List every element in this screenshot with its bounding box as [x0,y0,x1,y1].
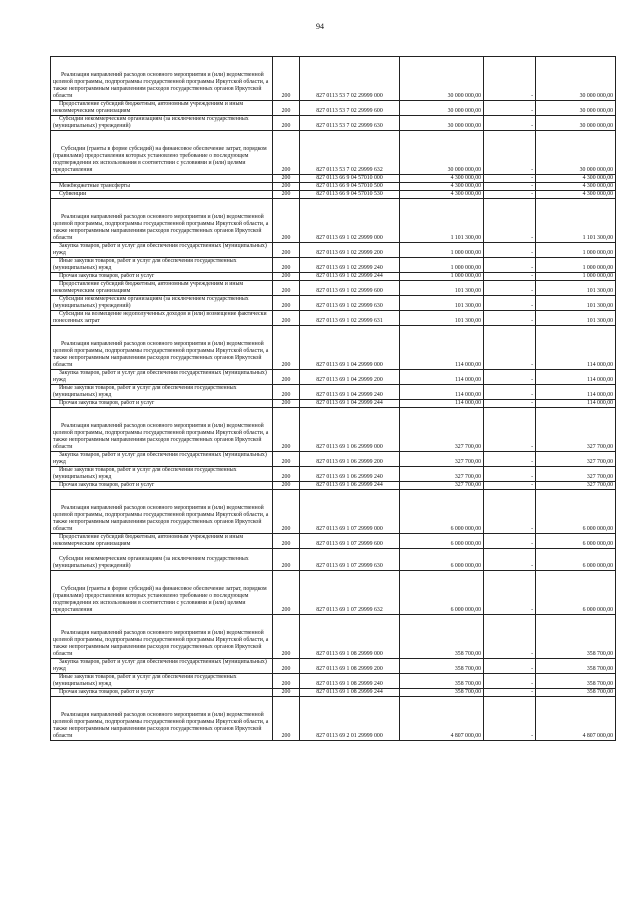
row-name: Закупка товаров, работ и услуг для обеспечения государственных (муниципальных) нужд [51,659,273,674]
row-budget-classification: 827 0113 69 1 07 29999 600 [300,534,400,549]
row-name: Предоставление субсидий бюджетным, автономным учреждениям и иным некоммерческим организациям [51,281,273,296]
row-unexecuted-amount: 6 000 000,00 [536,490,616,534]
table-row [51,273,616,281]
row-name: Прочая закупка товаров, работ и услуг [51,482,273,490]
row-line-code: 200 [273,199,300,243]
budget-table-body [51,57,616,741]
row-approved-amount: 358 700,00 [400,674,484,689]
row-unexecuted-amount: 1 000 000,00 [536,273,616,281]
row-executed-amount: - [484,273,536,281]
row-approved-amount: 358 700,00 [400,615,484,659]
row-name: Субсидии на возмещение недополученных доходов и (или) возмещение фактически понесенных затрат [51,311,273,326]
row-approved-amount: 6 000 000,00 [400,571,484,615]
row-executed-amount: - [484,243,536,258]
row-approved-amount: 6 000 000,00 [400,534,484,549]
row-budget-classification: 827 0113 69 1 07 29999 000 [300,490,400,534]
row-approved-amount: 4 300 000,00 [400,191,484,199]
row-executed-amount: - [484,400,536,408]
row-line-code: 200 [273,674,300,689]
row-approved-amount: 30 000 000,00 [400,116,484,131]
row-unexecuted-amount: 30 000 000,00 [536,57,616,101]
row-name: Реализация направлений расходов основного мероприятия и (или) ведомственной целевой программы, подпрограммы государственной программы Иркутской области, а также непрограммным направлениям расходов государственных органов Иркутской области [51,57,273,101]
row-line-code: 200 [273,131,300,175]
row-unexecuted-amount: 101 300,00 [536,281,616,296]
row-executed-amount: - [484,549,536,571]
row-executed-amount: - [484,689,536,697]
page-number: 94 [316,22,324,31]
row-line-code: 200 [273,258,300,273]
row-line-code: 200 [273,482,300,490]
table-row [51,281,616,296]
row-budget-classification: 827 0113 69 1 08 29999 200 [300,659,400,674]
row-name: Реализация направлений расходов основного мероприятия и (или) ведомственной целевой программы, подпрограммы государственной программы Иркутской области, а также непрограммным направлениям расходов государственных органов Иркутской области [51,490,273,534]
row-budget-classification: 827 0113 69 1 04 29999 240 [300,385,400,400]
table-row [51,326,616,370]
table-row [51,408,616,452]
row-line-code: 200 [273,370,300,385]
row-name: Прочая закупка товаров, работ и услуг [51,400,273,408]
row-name [51,175,273,183]
row-unexecuted-amount: 327 700,00 [536,452,616,467]
row-line-code: 200 [273,571,300,615]
row-executed-amount: - [484,183,536,191]
table-row [51,101,616,116]
row-executed-amount: - [484,659,536,674]
row-name: Закупка товаров, работ и услуг для обеспечения государственных (муниципальных) нужд [51,243,273,258]
row-executed-amount: - [484,131,536,175]
row-budget-classification: 827 0113 53 7 02 29999 632 [300,131,400,175]
row-approved-amount: 101 300,00 [400,311,484,326]
row-approved-amount: 6 000 000,00 [400,549,484,571]
row-unexecuted-amount: 4 300 000,00 [536,191,616,199]
row-unexecuted-amount: 327 700,00 [536,482,616,490]
budget-table [50,56,616,741]
row-unexecuted-amount: 358 700,00 [536,659,616,674]
row-approved-amount: 114 000,00 [400,326,484,370]
row-executed-amount: - [484,258,536,273]
row-name: Иные закупки товаров, работ и услуг для обеспечения государственных (муниципальных) нужд [51,385,273,400]
row-executed-amount: - [484,571,536,615]
row-name: Закупка товаров, работ и услуг для обеспечения государственных (муниципальных) нужд [51,370,273,385]
row-budget-classification: 827 0113 69 1 06 29999 000 [300,408,400,452]
table-row [51,243,616,258]
row-name: Субвенции [51,191,273,199]
row-budget-classification: 827 0113 53 7 02 29999 630 [300,116,400,131]
row-line-code: 200 [273,534,300,549]
row-unexecuted-amount: 30 000 000,00 [536,116,616,131]
table-row [51,199,616,243]
row-executed-amount: - [484,467,536,482]
row-line-code: 200 [273,116,300,131]
row-unexecuted-amount: 358 700,00 [536,689,616,697]
row-line-code: 200 [273,400,300,408]
row-budget-classification: 827 0113 69 1 07 29999 630 [300,549,400,571]
row-line-code: 200 [273,191,300,199]
row-executed-amount: - [484,175,536,183]
row-name: Субсидии некоммерческим организациям (за исключением государственных (муниципальных) учреждений) [51,116,273,131]
row-approved-amount: 358 700,00 [400,689,484,697]
row-executed-amount: - [484,191,536,199]
table-row [51,452,616,467]
row-approved-amount: 327 700,00 [400,467,484,482]
row-budget-classification: 827 0113 66 9 04 57010 000 [300,175,400,183]
row-line-code: 200 [273,490,300,534]
row-line-code: 200 [273,101,300,116]
row-name: Предоставление субсидий бюджетным, автономным учреждениям и иным некоммерческим организациям [51,101,273,116]
row-unexecuted-amount: 114 000,00 [536,326,616,370]
row-executed-amount: - [484,452,536,467]
row-approved-amount: 4 807 000,00 [400,697,484,741]
row-approved-amount: 358 700,00 [400,659,484,674]
row-unexecuted-amount: 358 700,00 [536,674,616,689]
row-budget-classification: 827 0113 69 1 08 29999 244 [300,689,400,697]
table-row [51,490,616,534]
row-line-code: 200 [273,326,300,370]
row-line-code: 200 [273,452,300,467]
row-line-code: 200 [273,183,300,191]
row-line-code: 200 [273,615,300,659]
row-budget-classification: 827 0113 69 1 02 29999 240 [300,258,400,273]
table-row [51,659,616,674]
row-unexecuted-amount: 101 300,00 [536,311,616,326]
row-unexecuted-amount: 6 000 000,00 [536,571,616,615]
row-unexecuted-amount: 101 300,00 [536,296,616,311]
row-approved-amount: 30 000 000,00 [400,131,484,175]
row-budget-classification: 827 0113 53 7 02 29999 600 [300,101,400,116]
row-executed-amount: - [484,408,536,452]
row-executed-amount: - [484,326,536,370]
row-name: Реализация направлений расходов основного мероприятия и (или) ведомственной целевой программы, подпрограммы государственной программы Иркутской области, а также непрограммным направлениям расходов государственных органов Иркутской области [51,408,273,452]
row-unexecuted-amount: 30 000 000,00 [536,101,616,116]
row-line-code: 200 [273,281,300,296]
row-unexecuted-amount: 30 000 000,00 [536,131,616,175]
row-executed-amount: - [484,385,536,400]
table-row [51,175,616,183]
row-budget-classification: 827 0113 69 1 06 29999 244 [300,482,400,490]
table-row [51,370,616,385]
row-unexecuted-amount: 1 000 000,00 [536,243,616,258]
row-name: Закупка товаров, работ и услуг для обеспечения государственных (муниципальных) нужд [51,452,273,467]
row-name: Реализация направлений расходов основного мероприятия и (или) ведомственной целевой программы, подпрограммы государственной программы Иркутской области, а также непрограммным направлениям расходов государственных органов Иркутской области [51,199,273,243]
row-executed-amount: - [484,482,536,490]
row-executed-amount: - [484,296,536,311]
row-approved-amount: 1 101 300,00 [400,199,484,243]
table-row [51,116,616,131]
table-row [51,258,616,273]
row-executed-amount: - [484,57,536,101]
row-line-code: 200 [273,697,300,741]
row-budget-classification: 827 0113 69 1 02 29999 244 [300,273,400,281]
row-approved-amount: 6 000 000,00 [400,490,484,534]
row-executed-amount: - [484,534,536,549]
row-executed-amount: - [484,281,536,296]
row-budget-classification: 827 0113 69 1 02 29999 200 [300,243,400,258]
row-budget-classification: 827 0113 69 1 02 29999 600 [300,281,400,296]
table-row [51,674,616,689]
table-row [51,482,616,490]
table-row [51,296,616,311]
row-approved-amount: 114 000,00 [400,400,484,408]
row-budget-classification: 827 0113 69 1 07 29999 632 [300,571,400,615]
row-budget-classification: 827 0113 69 1 06 29999 240 [300,467,400,482]
row-unexecuted-amount: 114 000,00 [536,385,616,400]
row-budget-classification: 827 0113 69 1 04 29999 244 [300,400,400,408]
row-budget-classification: 827 0113 69 1 02 29999 631 [300,311,400,326]
row-name: Субсидии некоммерческим организациям (за исключением государственных (муниципальных) учреждений) [51,549,273,571]
row-unexecuted-amount: 6 000 000,00 [536,534,616,549]
row-unexecuted-amount: 114 000,00 [536,370,616,385]
row-line-code: 200 [273,689,300,697]
row-line-code: 200 [273,408,300,452]
row-unexecuted-amount: 4 807 000,00 [536,697,616,741]
table-row [51,311,616,326]
row-name: Иные закупки товаров, работ и услуг для обеспечения государственных (муниципальных) нужд [51,674,273,689]
table-row [51,615,616,659]
table-row [51,534,616,549]
row-line-code: 200 [273,659,300,674]
row-line-code: 200 [273,57,300,101]
row-line-code: 200 [273,467,300,482]
row-unexecuted-amount: 4 300 000,00 [536,175,616,183]
table-row [51,467,616,482]
row-executed-amount: - [484,674,536,689]
row-executed-amount: - [484,697,536,741]
row-approved-amount: 1 000 000,00 [400,243,484,258]
row-approved-amount: 30 000 000,00 [400,57,484,101]
table-row [51,571,616,615]
row-unexecuted-amount: 327 700,00 [536,467,616,482]
row-line-code: 200 [273,385,300,400]
row-budget-classification: 827 0113 69 2 01 29999 000 [300,697,400,741]
row-name: Предоставление субсидий бюджетным, автономным учреждениям и иным некоммерческим организациям [51,534,273,549]
row-name: Прочая закупка товаров, работ и услуг [51,273,273,281]
row-line-code: 200 [273,296,300,311]
row-line-code: 200 [273,243,300,258]
row-approved-amount: 327 700,00 [400,482,484,490]
row-unexecuted-amount: 1 101 300,00 [536,199,616,243]
row-unexecuted-amount: 4 300 000,00 [536,183,616,191]
row-line-code: 200 [273,175,300,183]
row-budget-classification: 827 0113 69 1 08 29999 240 [300,674,400,689]
row-unexecuted-amount: 358 700,00 [536,615,616,659]
table-row [51,400,616,408]
table-row [51,385,616,400]
row-unexecuted-amount: 6 000 000,00 [536,549,616,571]
row-name: Субсидии некоммерческим организациям (за исключением государственных (муниципальных) учреждений) [51,296,273,311]
row-name: Реализация направлений расходов основного мероприятия и (или) ведомственной целевой программы, подпрограммы государственной программы Иркутской области, а также непрограммным направлениям расходов государственных органов Иркутской области [51,697,273,741]
row-line-code: 200 [273,549,300,571]
row-name: Реализация направлений расходов основного мероприятия и (или) ведомственной целевой программы, подпрограммы государственной программы Иркутской области, а также непрограммным направлениям расходов государственных органов Иркутской области [51,326,273,370]
row-name: Межбюджетные трансферты [51,183,273,191]
table-row [51,689,616,697]
row-approved-amount: 101 300,00 [400,281,484,296]
row-budget-classification: 827 0113 53 7 02 29999 000 [300,57,400,101]
row-approved-amount: 327 700,00 [400,452,484,467]
table-row [51,57,616,101]
table-row [51,549,616,571]
row-budget-classification: 827 0113 69 1 04 29999 000 [300,326,400,370]
row-budget-classification: 827 0113 69 1 02 29999 000 [300,199,400,243]
row-budget-classification: 827 0113 69 1 08 29999 000 [300,615,400,659]
row-name: Субсидии (гранты в форме субсидий) на финансовое обеспечение затрат, порядком (правилами) предоставления которых установлено требование о последующем подтверждении их использования в соответствии с условиями и (или) целями предоставления [51,131,273,175]
table-row [51,183,616,191]
row-approved-amount: 327 700,00 [400,408,484,452]
row-executed-amount: - [484,490,536,534]
row-budget-classification: 827 0113 69 1 06 29999 200 [300,452,400,467]
row-executed-amount: - [484,311,536,326]
row-executed-amount: - [484,101,536,116]
row-approved-amount: 1 000 000,00 [400,273,484,281]
row-name: Прочая закупка товаров, работ и услуг [51,689,273,697]
row-budget-classification: 827 0113 69 1 02 29999 630 [300,296,400,311]
row-approved-amount: 114 000,00 [400,385,484,400]
table-row [51,191,616,199]
row-approved-amount: 1 000 000,00 [400,258,484,273]
row-executed-amount: - [484,370,536,385]
row-executed-amount: - [484,116,536,131]
row-approved-amount: 30 000 000,00 [400,101,484,116]
row-executed-amount: - [484,615,536,659]
row-unexecuted-amount: 1 000 000,00 [536,258,616,273]
row-name: Иные закупки товаров, работ и услуг для обеспечения государственных (муниципальных) нужд [51,467,273,482]
table-row [51,131,616,175]
row-budget-classification: 827 0113 66 9 04 57010 530 [300,191,400,199]
row-approved-amount: 101 300,00 [400,296,484,311]
row-executed-amount: - [484,199,536,243]
row-name: Субсидии (гранты в форме субсидий) на финансовое обеспечение затрат, порядком (правилами) предоставления которых установлено требование о последующем подтверждении их использования в соответствии с условиями и (или) целями предоставления [51,571,273,615]
row-budget-classification: 827 0113 66 9 04 57010 500 [300,183,400,191]
row-line-code: 200 [273,311,300,326]
row-name: Иные закупки товаров, работ и услуг для обеспечения государственных (муниципальных) нужд [51,258,273,273]
row-budget-classification: 827 0113 69 1 04 29999 200 [300,370,400,385]
row-approved-amount: 4 300 000,00 [400,183,484,191]
row-name: Реализация направлений расходов основного мероприятия и (или) ведомственной целевой программы, подпрограммы государственной программы Иркутской области, а также непрограммным направлениям расходов государственных органов Иркутской области [51,615,273,659]
row-line-code: 200 [273,273,300,281]
row-approved-amount: 4 300 000,00 [400,175,484,183]
row-approved-amount: 114 000,00 [400,370,484,385]
row-unexecuted-amount: 114 000,00 [536,400,616,408]
table-row [51,697,616,741]
row-unexecuted-amount: 327 700,00 [536,408,616,452]
